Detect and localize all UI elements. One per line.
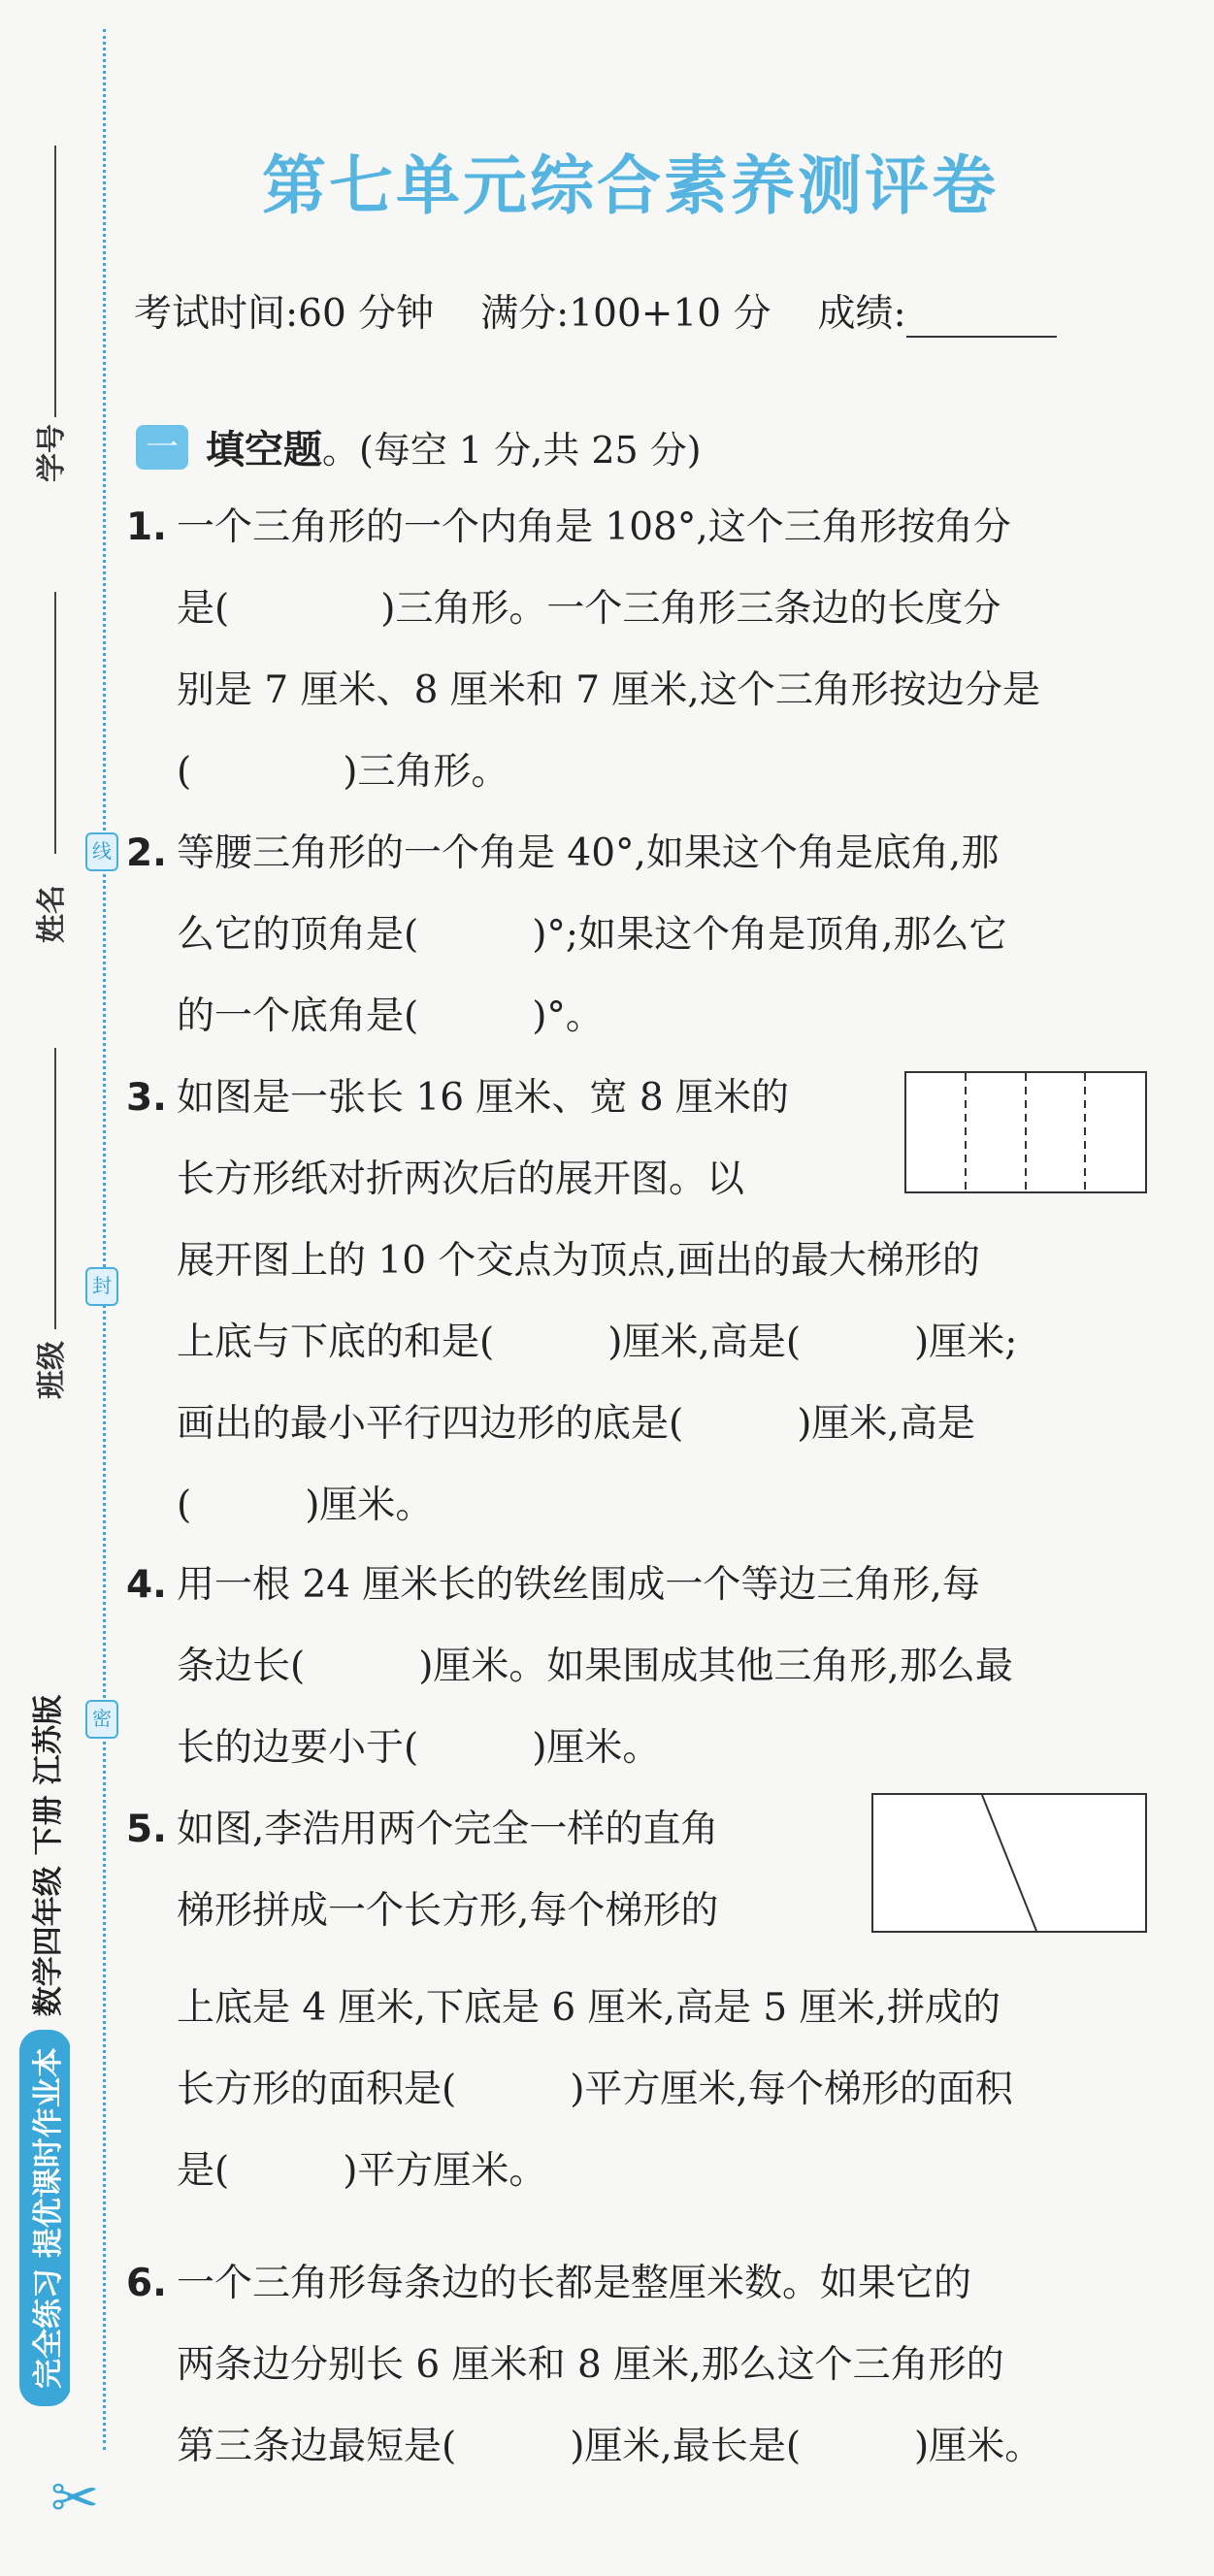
name-label: 姓名: [35, 885, 69, 943]
seal-dense-mark: 密: [85, 1700, 118, 1739]
trapezoid-split-line: [873, 1795, 1145, 1931]
question-line: 长的边要小于( )厘米。: [177, 1726, 661, 1770]
question-number: 4.: [126, 1563, 167, 1607]
series-title: 完全练习 提优课时作业本: [19, 2030, 70, 2406]
class-label: 班级: [35, 1341, 69, 1399]
trapezoid-rectangle-figure: [871, 1793, 1147, 1933]
question-line: 如图是一张长 16 厘米、宽 8 厘米的: [177, 1076, 790, 1120]
question-line: 第三条边最短是( )厘米,最长是( )厘米。: [177, 2425, 1043, 2468]
question-3: [126, 1058, 1017, 1547]
question-line: 展开图上的 10 个交点为顶点,画出的最大梯形的: [177, 1239, 980, 1283]
seal-line-mark: 线: [85, 832, 118, 871]
question-line: 么它的顶角是( )°;如果这个角是顶角,那么它: [177, 913, 1007, 957]
question-line: 一个三角形的一个内角是 108°,这个三角形按角分: [177, 505, 1011, 549]
series-strip: [19, 1475, 70, 2406]
fold-lines: [906, 1073, 1145, 1191]
book-title: 数学四年级 下册 江苏版: [30, 1694, 66, 2017]
binding-dotted-line: [103, 29, 106, 2450]
question-line: 画出的最小平行四边形的底是( )厘米,高是: [177, 1402, 975, 1446]
question-line: 上底是 4 厘米,下底是 6 厘米,高是 5 厘米,拼成的: [177, 1986, 1001, 2030]
section-header: [136, 419, 702, 474]
question-line: 如图,李浩用两个完全一样的直角: [177, 1808, 719, 1851]
student-number-rule: [54, 146, 56, 417]
page-title: 第七单元综合素养测评卷: [262, 148, 999, 223]
scissors-icon: ✂: [50, 2464, 100, 2532]
question-4: [126, 1545, 1013, 1789]
question-number: 6.: [126, 2262, 167, 2305]
question-line: 的一个底角是( )°。: [177, 995, 604, 1038]
section-title: 填空题: [206, 428, 322, 473]
question-line: 是( )三角形。一个三角形三条边的长度分: [177, 587, 1001, 631]
question-line: 等腰三角形的一个角是 40°,如果这个角是底角,那: [177, 831, 1000, 875]
exam-info: [134, 283, 1057, 338]
split-line: [982, 1795, 1036, 1931]
section-note: 。(每空 1 分,共 25 分): [322, 429, 702, 472]
question-line: 用一根 24 厘米长的铁丝围成一个等边三角形,每: [177, 1563, 980, 1607]
question-1: [126, 487, 1040, 813]
score-field: 成绩:: [817, 283, 1056, 338]
question-2: [126, 813, 1006, 1058]
question-line: 一个三角形每条边的长都是整厘米数。如果它的: [177, 2262, 972, 2305]
full-score: 满分:100+10 分: [480, 292, 771, 336]
question-line: 梯形拼成一个长方形,每个梯形的: [177, 1889, 719, 1933]
question-line: ( )三角形。: [177, 750, 509, 794]
question-6: [126, 2243, 1042, 2488]
question-line: 别是 7 厘米、8 厘米和 7 厘米,这个三角形按边分是: [177, 668, 1040, 712]
student-number-label: 学号: [35, 424, 69, 482]
question-number: 1.: [126, 505, 167, 549]
question-line: 上底与下底的和是( )厘米,高是( )厘米;: [177, 1321, 1018, 1364]
section-number: 一: [136, 425, 188, 470]
folded-paper-figure: [904, 1071, 1147, 1193]
seal-seal-mark: 封: [85, 1267, 118, 1306]
score-blank[interactable]: [906, 301, 1057, 338]
question-line: ( )厘米。: [177, 1484, 434, 1527]
question-number: 2.: [126, 831, 167, 875]
question-line: 两条边分别长 6 厘米和 8 厘米,那么这个三角形的: [177, 2343, 1004, 2387]
question-number: 3.: [126, 1076, 167, 1120]
question-number: 5.: [126, 1808, 167, 1851]
exam-time: 考试时间:60 分钟: [134, 292, 435, 336]
question-line: 长方形的面积是( )平方厘米,每个梯形的面积: [177, 2068, 1013, 2111]
class-rule: [54, 1048, 56, 1329]
question-line: 条边长( )厘米。如果围成其他三角形,那么最: [177, 1645, 1013, 1688]
question-line: 长方形纸对折两次后的展开图。以: [177, 1158, 745, 1201]
question-line: 是( )平方厘米。: [177, 2149, 547, 2193]
name-rule: [54, 592, 56, 854]
